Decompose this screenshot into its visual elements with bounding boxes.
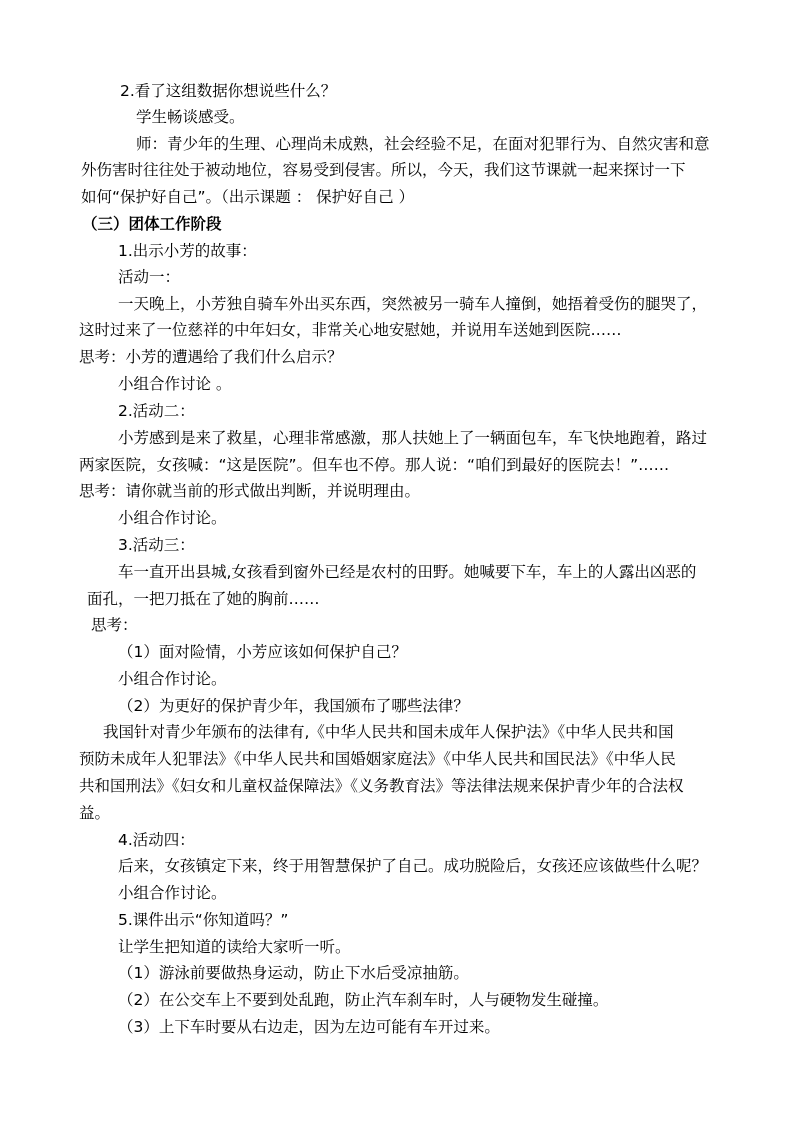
laws-line3: 共和国刑法》《妇女和儿童权益保障法》《义务教育法》等法律法规来保护青少年的合法权 bbox=[79, 777, 684, 795]
tip-2: （2）在公交车上不要到处乱跑，防止汽车刹车时，人与硬物发生碰撞。 bbox=[118, 991, 609, 1009]
student-response: 学生畅谈感受。 bbox=[136, 108, 245, 126]
think-2: 思考：请你就当前的形式做出判断，并说明理由。 bbox=[79, 482, 421, 500]
section-heading: （三）团体工作阶段 bbox=[82, 215, 222, 233]
group-discussion-2: 小组合作讨论。 bbox=[118, 509, 227, 527]
activity-2-label: 2.活动二： bbox=[118, 402, 195, 420]
teacher-para-line3: 如何“保护好自己”。（出示课题 ： 保护好自己 ） bbox=[81, 188, 415, 206]
story-intro: 1.出示小芳的故事： bbox=[118, 242, 257, 260]
think-3: 思考： bbox=[91, 616, 138, 634]
sub-question-2: （2）为更好的保护青少年，我国颁布了哪些法律？ bbox=[118, 697, 469, 715]
teacher-para-line2: 外伤害时往往处于被动地位，容易受到侵害。所以，今天，我们这节课就一起来探讨一下 bbox=[81, 161, 686, 179]
think-1: 思考：小芳的遭遇给了我们什么启示？ bbox=[79, 348, 343, 366]
activity-3-line1: 车一直开出县城,女孩看到窗外已经是农村的田野。她喊要下车，车上的人露出凶恶的 bbox=[118, 563, 697, 581]
group-discussion-4: 小组合作讨论。 bbox=[118, 884, 227, 902]
laws-line4: 益。 bbox=[79, 804, 111, 822]
sub-question-1: （1）面对险情，小芳应该如何保护自己？ bbox=[118, 643, 407, 661]
activity-2-line2: 两家医院，女孩喊：“这是医院”。但车也不停。那人说：“咱们到最好的医院去！”…… bbox=[79, 456, 670, 474]
activity-4-line1: 后来，女孩镇定下来，终于用智慧保护了自己。成功脱险后，女孩还应该做些什么呢？ bbox=[118, 857, 708, 875]
activity-2-line1: 小芳感到是来了救星，心理非常感激，那人扶她上了一辆面包车，车飞快地跑着，路过 bbox=[118, 429, 708, 447]
courseware-heading: 5.课件出示“你知道吗？” bbox=[118, 911, 289, 929]
activity-1-line2: 这时过来了一位慈祥的中年妇女，非常关心地安慰她，并说用车送她到医院…… bbox=[79, 321, 622, 339]
activity-1-line1: 一天晚上，小芳独自骑车外出买东西，突然被另一骑车人撞倒，她捂着受伤的腿哭了， bbox=[118, 295, 708, 313]
laws-line1: 我国针对青少年颁布的法律有,《中华人民共和国未成年人保护法》《中华人民共和国 bbox=[103, 723, 674, 741]
group-discussion-3: 小组合作讨论。 bbox=[118, 670, 227, 688]
activity-3-line2: 面孔，一把刀抵在了她的胸前…… bbox=[87, 590, 320, 608]
laws-line2: 预防未成年人犯罪法》《中华人民共和国婚姻家庭法》《中华人民共和国民法》《中华人民 bbox=[79, 750, 676, 768]
teacher-para-line1: 师：青少年的生理、心理尚未成熟，社会经验不足，在面对犯罪行为、自然灾害和意 bbox=[136, 135, 710, 153]
group-discussion-1: 小组合作讨论 。 bbox=[118, 375, 232, 393]
activity-3-label: 3.活动三： bbox=[118, 536, 195, 554]
tip-1: （1）游泳前要做热身运动，防止下水后受凉抽筋。 bbox=[118, 964, 469, 982]
tip-3: （3）上下车时要从右边走，因为左边可能有车开过来。 bbox=[118, 1018, 500, 1036]
activity-4-label: 4.活动四： bbox=[118, 831, 195, 849]
question-2: 2.看了这组数据你想说些什么？ bbox=[120, 82, 337, 100]
activity-1-label: 活动一： bbox=[118, 268, 181, 286]
courseware-intro: 让学生把知道的读给大家听一听。 bbox=[118, 938, 351, 956]
